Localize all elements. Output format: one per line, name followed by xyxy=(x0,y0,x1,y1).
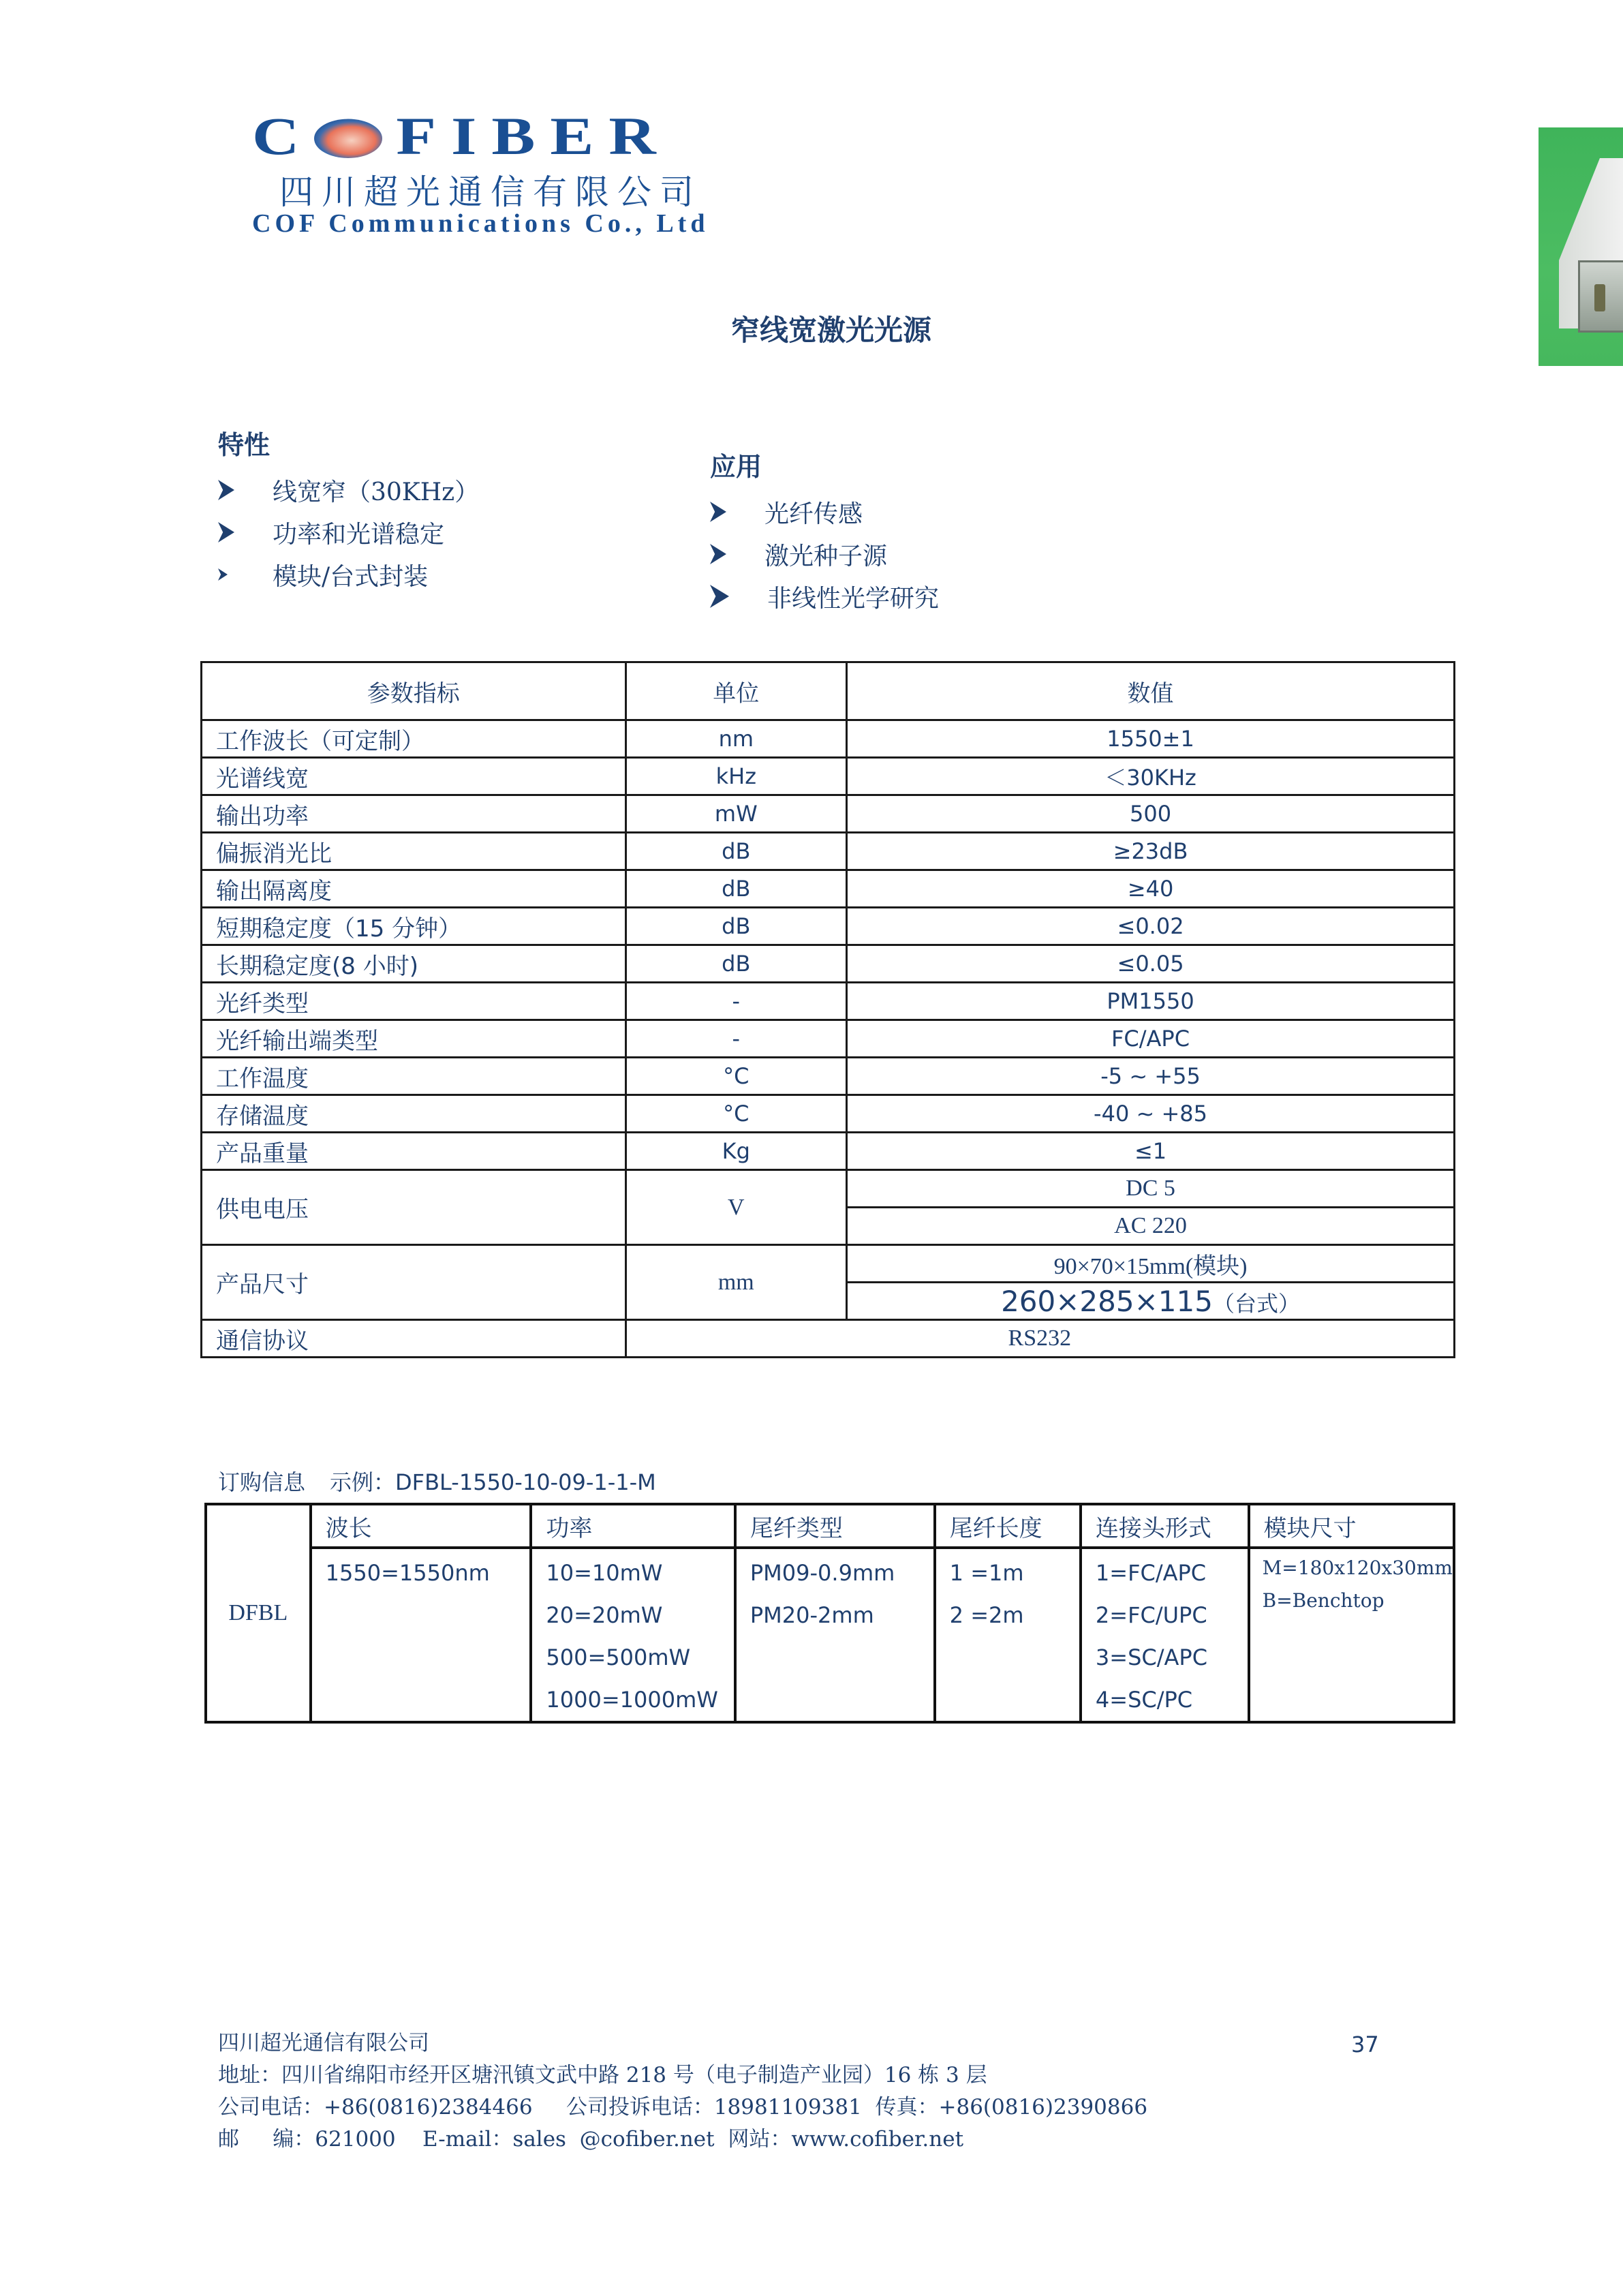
table-row xyxy=(202,795,1455,833)
param-value: 500 xyxy=(847,795,1455,833)
arrow-bullet-icon xyxy=(218,568,228,581)
header-module-size: 模块尺寸 xyxy=(1249,1504,1454,1548)
param-name: 输出隔离度 xyxy=(202,870,626,908)
arrow-bullet-icon xyxy=(218,522,234,542)
page-number: 37 xyxy=(1351,2032,1379,2057)
param-name: 工作温度 xyxy=(202,1058,626,1095)
arrow-bullet-icon xyxy=(710,585,729,608)
sunburst-emblem-icon xyxy=(314,119,382,158)
param-value: ≤1 xyxy=(847,1133,1455,1170)
footer-company: 四川超光通信有限公司 xyxy=(218,2031,429,2055)
param-value: -40 ~ +85 xyxy=(847,1095,1455,1133)
features-heading: 特性 xyxy=(218,430,270,460)
benchtop-dims: 260×285×115 xyxy=(1001,1284,1213,1318)
table-row xyxy=(202,1095,1455,1133)
option: 3=SC/APC xyxy=(1095,1644,1208,1670)
applications-heading: 应用 xyxy=(710,452,762,482)
header-unit: 单位 xyxy=(625,662,847,720)
arrow-bullet-icon xyxy=(710,544,726,564)
param-name: 产品重量 xyxy=(202,1133,626,1170)
option: PM20-2mm xyxy=(749,1602,874,1628)
application-text: 非线性光学研究 xyxy=(767,584,940,613)
feature-item xyxy=(218,469,479,511)
table-row xyxy=(202,1133,1455,1170)
param-value: -5 ~ +55 xyxy=(847,1058,1455,1095)
pigtail-type-options xyxy=(735,1548,935,1722)
param-name: 短期稳定度（15 分钟） xyxy=(202,908,626,945)
application-item xyxy=(710,533,939,575)
option: 1 =1m xyxy=(949,1560,1024,1586)
param-unit: kHz xyxy=(625,758,847,795)
param-value-module: 90×70×15mm(模块) xyxy=(847,1245,1455,1283)
table-row-dimensions xyxy=(202,1245,1455,1283)
param-unit: °C xyxy=(625,1095,847,1133)
param-value: RS232 xyxy=(625,1320,1454,1358)
param-unit: dB xyxy=(625,945,847,983)
table-row xyxy=(202,945,1455,983)
header-value: 数值 xyxy=(847,662,1455,720)
param-value: ≥40 xyxy=(847,870,1455,908)
param-name: 光纤输出端类型 xyxy=(202,1020,626,1058)
table-row xyxy=(202,870,1455,908)
features-section xyxy=(218,428,479,596)
feature-text: 功率和光谱稳定 xyxy=(273,520,445,549)
logo-letters-fiber: FIBER xyxy=(396,106,671,166)
param-name: 存储温度 xyxy=(202,1095,626,1133)
page-footer xyxy=(218,2027,1147,2156)
benchtop-label: （台式） xyxy=(1212,1290,1300,1317)
option: B=Benchtop xyxy=(1262,1589,1385,1612)
ordering-header-row xyxy=(206,1504,1454,1548)
table-row xyxy=(202,1020,1455,1058)
arrow-bullet-icon xyxy=(218,480,234,500)
logo-company-cn: 四川超光通信有限公司 xyxy=(279,172,702,212)
param-name: 光纤类型 xyxy=(202,983,626,1020)
company-logo xyxy=(252,106,947,238)
logo-company-en: COF Communications Co., Ltd xyxy=(252,209,709,238)
table-row xyxy=(202,908,1455,945)
applications-section xyxy=(710,450,939,617)
param-unit: - xyxy=(625,983,847,1020)
feature-item xyxy=(218,553,479,596)
header-connector: 连接头形式 xyxy=(1081,1504,1249,1548)
option: 20=20mW xyxy=(546,1602,663,1628)
table-row-power-supply xyxy=(202,1170,1455,1208)
option: 1=FC/APC xyxy=(1095,1560,1207,1586)
param-name: 通信协议 xyxy=(202,1320,626,1358)
application-text: 激光种子源 xyxy=(764,542,888,570)
param-name: 供电电压 xyxy=(202,1170,626,1245)
header-wavelength: 波长 xyxy=(311,1504,531,1548)
param-value: ＜30KHz xyxy=(847,758,1455,795)
option: 2 =2m xyxy=(949,1602,1024,1628)
application-item xyxy=(710,491,939,533)
power-options xyxy=(531,1548,735,1722)
param-unit: - xyxy=(625,1020,847,1058)
param-value: 1550±1 xyxy=(847,720,1455,758)
param-unit: nm xyxy=(625,720,847,758)
spec-table xyxy=(200,661,1455,1358)
module-size-options xyxy=(1249,1548,1454,1722)
param-unit: dB xyxy=(625,908,847,945)
table-row xyxy=(202,833,1455,870)
param-name: 输出功率 xyxy=(202,795,626,833)
param-name: 长期稳定度(8 小时) xyxy=(202,945,626,983)
table-row xyxy=(202,1058,1455,1095)
option: M=180x120x30mm xyxy=(1262,1557,1453,1579)
option: PM09-0.9mm xyxy=(749,1560,895,1586)
ordering-title: 订购信息 xyxy=(218,1469,306,1495)
header-pigtail-type: 尾纤类型 xyxy=(735,1504,935,1548)
arrow-bullet-icon xyxy=(710,502,726,522)
param-unit: dB xyxy=(625,870,847,908)
ordering-table xyxy=(204,1503,1455,1724)
option: 1000=1000mW xyxy=(546,1687,718,1713)
param-value-dc: DC 5 xyxy=(847,1170,1455,1208)
logo-wordmark xyxy=(252,106,940,166)
example-label: 示例： xyxy=(330,1469,396,1495)
param-unit: dB xyxy=(625,833,847,870)
ordering-options-row xyxy=(206,1548,1454,1722)
fiber-connector-icon xyxy=(1594,284,1605,311)
param-unit: °C xyxy=(625,1058,847,1095)
footer-address: 地址：四川省绵阳市经开区塘汛镇文武中路 218 号（电子制造产业园）16 栋 3 层 xyxy=(218,2063,987,2087)
param-value: ≥23dB xyxy=(847,833,1455,870)
table-row xyxy=(202,758,1455,795)
table-row xyxy=(202,983,1455,1020)
param-value-ac: AC 220 xyxy=(847,1208,1455,1245)
param-value: ≤0.02 xyxy=(847,908,1455,945)
feature-item xyxy=(218,511,479,553)
connector-options xyxy=(1081,1548,1249,1722)
option: 2=FC/UPC xyxy=(1095,1602,1207,1628)
param-name: 偏振消光比 xyxy=(202,833,626,870)
table-row xyxy=(202,720,1455,758)
param-name: 产品尺寸 xyxy=(202,1245,626,1320)
header-pigtail-length: 尾纤长度 xyxy=(935,1504,1081,1548)
param-value: ≤0.05 xyxy=(847,945,1455,983)
param-value: PM1550 xyxy=(847,983,1455,1020)
footer-contact: 邮 编：621000 E-mail：sales @cofiber.net 网站：www.cofiber.net xyxy=(218,2127,964,2152)
example-code: DFBL-1550-10-09-1-1-M xyxy=(395,1469,656,1495)
footer-phones: 公司电话：+86(0816)2384466 公司投诉电话：18981109381 传真：+86(0816)2390866 xyxy=(218,2095,1148,2119)
application-item xyxy=(710,575,939,617)
option: 500=500mW xyxy=(546,1644,691,1670)
param-unit: V xyxy=(625,1170,847,1245)
spec-header-row xyxy=(202,662,1455,720)
param-unit: mW xyxy=(625,795,847,833)
wavelength-options xyxy=(311,1548,531,1722)
feature-text: 线宽窄（30KHz） xyxy=(273,478,480,506)
page-title: 窄线宽激光光源 xyxy=(730,313,931,347)
header-parameter: 参数指标 xyxy=(202,662,626,720)
ordering-heading xyxy=(218,1465,656,1499)
header-power: 功率 xyxy=(531,1504,735,1548)
param-value: FC/APC xyxy=(847,1020,1455,1058)
param-name: 光谱线宽 xyxy=(202,758,626,795)
application-text: 光纤传感 xyxy=(764,500,863,528)
option: 1550=1550nm xyxy=(325,1560,490,1586)
feature-text: 模块/台式封装 xyxy=(273,562,429,591)
table-row-protocol xyxy=(202,1320,1455,1358)
logo-letter-c: C xyxy=(252,106,315,166)
model-prefix: DFBL xyxy=(206,1504,311,1722)
param-value-benchtop xyxy=(847,1283,1455,1320)
option: 4=SC/PC xyxy=(1095,1687,1193,1713)
param-unit: Kg xyxy=(625,1133,847,1170)
param-name: 工作波长（可定制） xyxy=(202,720,626,758)
option: 10=10mW xyxy=(546,1560,663,1586)
pigtail-length-options xyxy=(935,1548,1081,1722)
param-unit: mm xyxy=(625,1245,847,1320)
